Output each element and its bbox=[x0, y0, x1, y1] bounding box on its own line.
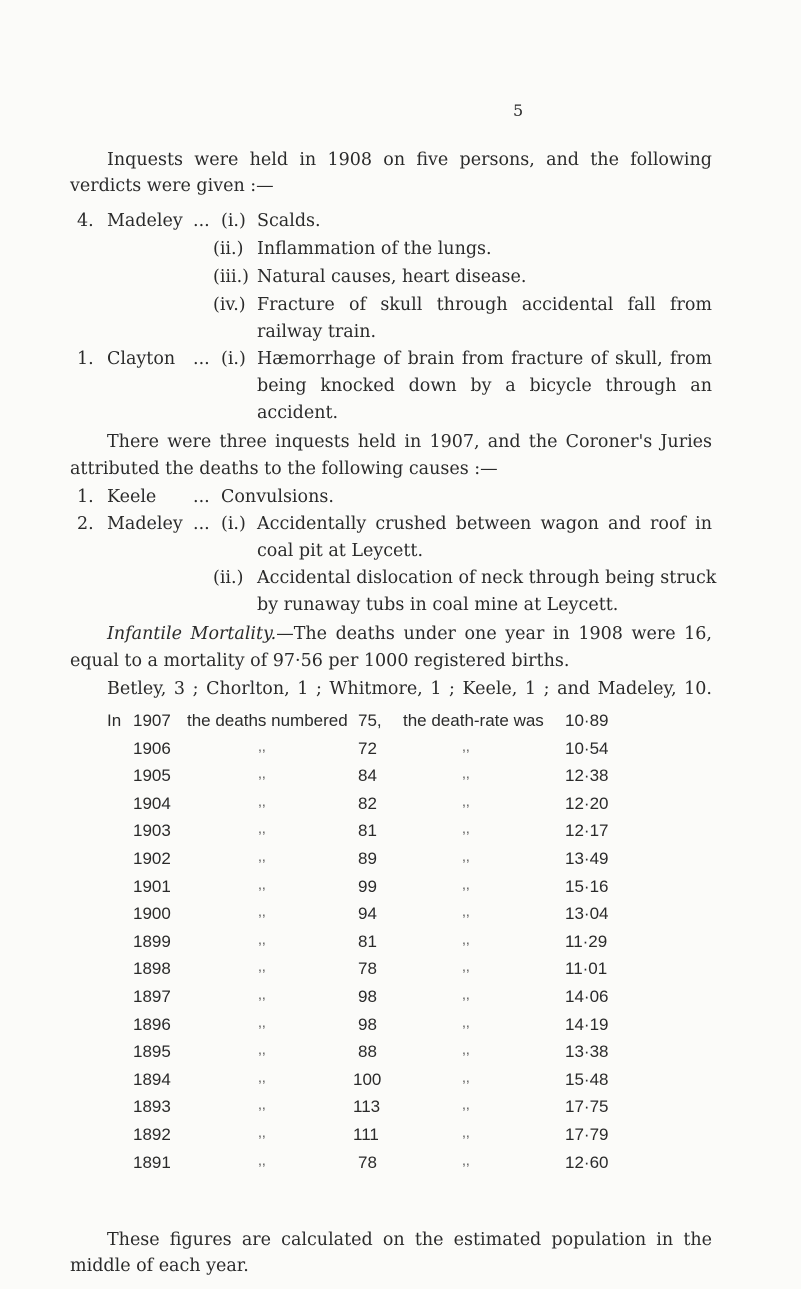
ditto-mark: ,, bbox=[462, 903, 470, 919]
verdict-text: accident. bbox=[257, 403, 339, 423]
dots: ... bbox=[193, 349, 210, 369]
ditto-mark: ,, bbox=[462, 1152, 470, 1168]
ditto-mark: ,, bbox=[258, 931, 266, 947]
ditto-mark: ,, bbox=[258, 848, 266, 864]
row-year: 1899 bbox=[133, 932, 171, 951]
ditto-mark: ,, bbox=[258, 793, 266, 809]
row-deaths: 89 bbox=[358, 849, 377, 868]
verdict-label: (ii.) bbox=[213, 568, 244, 588]
row-deaths: 98 bbox=[358, 1015, 377, 1034]
ditto-mark: ,, bbox=[462, 986, 470, 1002]
ditto-mark: ,, bbox=[258, 1096, 266, 1112]
row-deaths: 81 bbox=[358, 932, 377, 951]
intro-1908-line-1: Inquests were held in 1908 on five persons, and the following bbox=[107, 150, 712, 170]
table-intro-prefix: In bbox=[107, 711, 122, 730]
row-year: 1905 bbox=[133, 766, 171, 785]
row-rate: 12·20 bbox=[565, 794, 609, 813]
ditto-mark: ,, bbox=[462, 1041, 470, 1057]
verdict-place: Keele bbox=[107, 487, 157, 507]
row-year: 1900 bbox=[133, 904, 171, 923]
verdict-number: 1. bbox=[77, 487, 94, 507]
verdict-label: (i.) bbox=[221, 211, 246, 231]
footer-line-1: These figures are calculated on the estimated population in the bbox=[107, 1230, 712, 1250]
ditto-mark: ,, bbox=[462, 793, 470, 809]
row-deaths: 111 bbox=[353, 1125, 379, 1144]
ditto-mark: ,, bbox=[462, 958, 470, 974]
verdict-label: (i.) bbox=[221, 514, 246, 534]
verdict-number: 1. bbox=[77, 349, 94, 369]
infant-mortality-heading: Infantile Mortality. bbox=[107, 624, 277, 644]
table-intro-middle: the deaths numbered bbox=[187, 711, 348, 730]
verdict-place: Madeley bbox=[107, 514, 183, 534]
infant-mortality-text: —The deaths under one year in 1908 were 16, bbox=[276, 624, 712, 644]
row-year: 1907 bbox=[133, 711, 171, 730]
row-rate: 10·89 bbox=[565, 711, 609, 730]
ditto-mark: ,, bbox=[258, 1152, 266, 1168]
intro-1908-line-2: verdicts were given :— bbox=[70, 176, 274, 196]
page-number: 5 bbox=[513, 101, 524, 120]
ditto-mark: ,, bbox=[258, 820, 266, 836]
ditto-mark: ,, bbox=[258, 958, 266, 974]
infant-mortality-line-2: equal to a mortality of 97·56 per 1000 registered births. bbox=[70, 651, 570, 671]
row-deaths: 78 bbox=[358, 1153, 377, 1172]
row-deaths: 75, bbox=[358, 711, 382, 730]
ditto-mark: ,, bbox=[462, 820, 470, 836]
row-rate: 12·38 bbox=[565, 766, 609, 785]
row-rate: 17·79 bbox=[565, 1125, 609, 1144]
dots: ... bbox=[193, 487, 210, 507]
row-year: 1898 bbox=[133, 959, 171, 978]
row-rate: 13·49 bbox=[565, 849, 609, 868]
row-rate: 12·60 bbox=[565, 1153, 609, 1172]
verdict-label: (ii.) bbox=[213, 239, 244, 259]
row-rate: 14·06 bbox=[565, 987, 609, 1006]
intro-1907-line-1: There were three inquests held in 1907, and the Coroner's Juries bbox=[107, 432, 712, 452]
row-rate: 11·01 bbox=[565, 959, 608, 978]
verdict-label: (iv.) bbox=[213, 295, 246, 315]
row-rate: 15·48 bbox=[565, 1070, 609, 1089]
row-year: 1891 bbox=[133, 1153, 171, 1172]
verdict-text: by runaway tubs in coal mine at Leycett. bbox=[257, 595, 619, 615]
table-intro-rate-label: the death-rate was bbox=[403, 711, 544, 730]
ditto-mark: ,, bbox=[258, 986, 266, 1002]
ditto-mark: ,, bbox=[462, 1124, 470, 1140]
row-rate: 10·54 bbox=[565, 739, 609, 758]
ditto-mark: ,, bbox=[462, 848, 470, 864]
row-deaths: 81 bbox=[358, 821, 377, 840]
footer-line-2: middle of each year. bbox=[70, 1256, 249, 1276]
row-year: 1897 bbox=[133, 987, 171, 1006]
ditto-mark: ,, bbox=[462, 1096, 470, 1112]
ditto-mark: ,, bbox=[258, 1014, 266, 1030]
verdict-text: railway train. bbox=[257, 322, 377, 342]
row-deaths: 98 bbox=[358, 987, 377, 1006]
row-deaths: 94 bbox=[358, 904, 377, 923]
verdict-text: Fracture of skull through accidental fall from bbox=[257, 295, 712, 315]
row-rate: 13·04 bbox=[565, 904, 609, 923]
row-deaths: 113 bbox=[353, 1097, 381, 1116]
row-year: 1904 bbox=[133, 794, 171, 813]
verdict-label: (iii.) bbox=[213, 267, 250, 287]
verdict-text: Scalds. bbox=[257, 211, 321, 231]
row-rate: 13·38 bbox=[565, 1042, 609, 1061]
verdict-text: Accidentally crushed between wagon and roof in bbox=[257, 514, 712, 534]
verdict-label: (i.) bbox=[221, 349, 246, 369]
row-deaths: 82 bbox=[358, 794, 377, 813]
verdict-text: coal pit at Leycett. bbox=[257, 541, 424, 561]
ditto-mark: ,, bbox=[462, 876, 470, 892]
row-year: 1902 bbox=[133, 849, 171, 868]
ditto-mark: ,, bbox=[462, 1014, 470, 1030]
verdict-text: Hæmorrhage of brain from fracture of skull, from bbox=[257, 349, 712, 369]
row-year: 1894 bbox=[133, 1070, 171, 1089]
verdict-place: Clayton bbox=[107, 349, 176, 369]
row-rate: 11·29 bbox=[565, 932, 608, 951]
row-deaths: 100 bbox=[353, 1070, 382, 1089]
row-year: 1892 bbox=[133, 1125, 171, 1144]
ditto-mark: ,, bbox=[258, 1041, 266, 1057]
dots: ... bbox=[193, 514, 210, 534]
row-year: 1901 bbox=[133, 877, 171, 896]
row-year: 1906 bbox=[133, 739, 171, 758]
row-rate: 17·75 bbox=[565, 1097, 609, 1116]
row-deaths: 99 bbox=[358, 877, 377, 896]
infant-mortality-line-1 bbox=[107, 624, 712, 644]
ditto-mark: ,, bbox=[462, 1069, 470, 1085]
ditto-mark: ,, bbox=[462, 765, 470, 781]
infant-mortality-line-3: Betley, 3 ; Chorlton, 1 ; Whitmore, 1 ; Keele, 1 ; and Madeley, 10. bbox=[107, 679, 712, 699]
row-year: 1903 bbox=[133, 821, 171, 840]
ditto-mark: ,, bbox=[462, 738, 470, 754]
verdict-text: Natural causes, heart disease. bbox=[257, 267, 527, 287]
ditto-mark: ,, bbox=[462, 931, 470, 947]
row-year: 1896 bbox=[133, 1015, 171, 1034]
row-year: 1895 bbox=[133, 1042, 171, 1061]
ditto-mark: ,, bbox=[258, 1069, 266, 1085]
verdict-text: Accidental dislocation of neck through being struck bbox=[257, 568, 717, 588]
verdict-text: being knocked down by a bicycle through an bbox=[257, 376, 712, 396]
ditto-mark: ,, bbox=[258, 876, 266, 892]
ditto-mark: ,, bbox=[258, 903, 266, 919]
row-deaths: 84 bbox=[358, 766, 377, 785]
verdict-place: Madeley bbox=[107, 211, 183, 231]
ditto-mark: ,, bbox=[258, 738, 266, 754]
row-deaths: 78 bbox=[358, 959, 377, 978]
dots: ... bbox=[193, 211, 210, 231]
verdict-number: 4. bbox=[77, 211, 94, 231]
row-deaths: 88 bbox=[358, 1042, 377, 1061]
row-deaths: 72 bbox=[358, 739, 377, 758]
intro-1907-line-2: attributed the deaths to the following causes :— bbox=[70, 459, 498, 479]
row-year: 1893 bbox=[133, 1097, 171, 1116]
verdict-number: 2. bbox=[77, 514, 94, 534]
row-rate: 12·17 bbox=[565, 821, 609, 840]
verdict-text: Convulsions. bbox=[221, 487, 334, 507]
ditto-mark: ,, bbox=[258, 1124, 266, 1140]
ditto-mark: ,, bbox=[258, 765, 266, 781]
row-rate: 14·19 bbox=[565, 1015, 609, 1034]
verdict-text: Inflammation of the lungs. bbox=[257, 239, 492, 259]
row-rate: 15·16 bbox=[565, 877, 609, 896]
